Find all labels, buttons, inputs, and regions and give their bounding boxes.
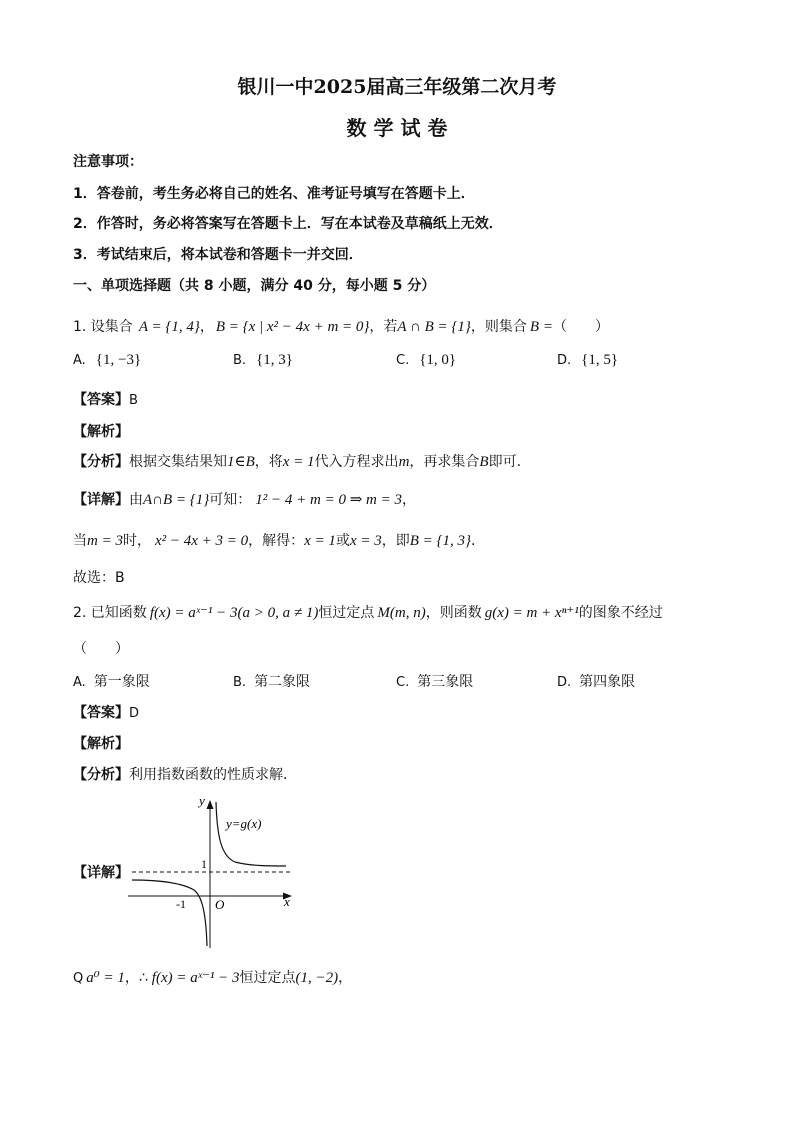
q2-fenxi <box>73 764 297 784</box>
q1-xiangjie-text-1: 由 <box>129 492 143 508</box>
q1-fenxi-text-4: ，再求集合 <box>409 454 480 470</box>
q1-option-c-label: C. <box>396 353 410 368</box>
q2-option-b-label: B. <box>233 675 247 690</box>
exam-subtitle: 数 学 试 卷 <box>346 116 448 140</box>
q1-answer-value: B <box>129 393 138 408</box>
question-2 <box>73 602 663 622</box>
q2-analysis-tag: 【解析】 <box>73 736 129 752</box>
q1-line2-math-4: x = 3 <box>349 533 382 549</box>
q1-option-a-value: {1, −3} <box>95 352 142 368</box>
q1-option-b-value: {1, 3} <box>256 352 293 368</box>
q1-line2-text-6: . <box>471 533 476 549</box>
q1-fenxi-text-3: 代入方程求出 <box>314 454 399 470</box>
q2-last-text-2: ，∴ <box>124 970 148 986</box>
q1-analysis-tag: 【解析】 <box>73 424 129 440</box>
section-heading: 一、单项选择题（共 8 小题，满分 40 分，每小题 5 分） <box>73 278 436 294</box>
q2-option-d-label: D. <box>557 675 572 690</box>
q1-fenxi-math-3: m <box>398 454 410 470</box>
q1-line2-text-1: 当 <box>73 533 87 549</box>
q1-line2-math-3: x = 1 <box>304 533 336 549</box>
q1-solution-line <box>73 530 475 550</box>
q1-fenxi-math-1: 1∈B <box>227 454 255 470</box>
q2-option-c-label: C. <box>396 675 410 690</box>
q2-last-text-3: 恒过定点 <box>239 970 296 986</box>
q1-line2-math-1: m = 3 <box>87 533 123 549</box>
q2-last-math-1: a⁰ = 1 <box>86 970 125 986</box>
q1-fenxi-math-4: B <box>479 454 489 470</box>
q2-option-b <box>233 671 310 691</box>
q2-option-a-label: A. <box>73 675 86 690</box>
curve-label: y=g(x) <box>226 816 262 831</box>
q2-option-b-value: 第二象限 <box>254 674 311 690</box>
q1-xiangjie-math-1: A∩B = {1} <box>143 492 210 508</box>
q2-last-line <box>73 967 352 987</box>
q2-option-c-value: 第三象限 <box>417 674 474 690</box>
x-axis-label: x <box>284 894 290 909</box>
q1-fenxi <box>73 451 521 471</box>
q2-paren: （ ） <box>73 641 129 657</box>
note-item-3: 3．考试结束后，将本试卷和答题卡一并交回． <box>73 247 363 263</box>
q1-option-a <box>73 352 141 369</box>
origin-label: O <box>215 897 225 912</box>
tick-label-neg1: -1 <box>176 897 186 911</box>
y-axis-label: y <box>199 793 205 808</box>
q1-conclusion: 故选：B <box>73 570 125 586</box>
q1-ask-var: B = <box>529 319 553 335</box>
notes-heading: 注意事项： <box>73 154 143 170</box>
q1-option-a-label: A. <box>73 353 86 368</box>
q1-answer-tag: 【答案】 <box>73 392 129 408</box>
q1-xiangjie <box>73 489 416 509</box>
q2-option-a <box>73 671 150 691</box>
curve-left-branch <box>132 880 207 946</box>
q2-option-a-value: 第一象限 <box>93 674 150 690</box>
q2-mid: 恒过定点 <box>318 605 375 621</box>
q2-option-d-value: 第四象限 <box>579 674 636 690</box>
q1-line2-math-2: x² − 4x + 3 = 0 <box>154 533 249 549</box>
q1-comma: ， <box>199 319 214 335</box>
q1-set-a: A = {1, 4} <box>138 319 200 335</box>
note-item-1: 1．答卷前，考生务必将自己的姓名、准考证号填写在答题卡上． <box>73 186 475 202</box>
q2-fenxi-text: 利用指数函数的性质求解． <box>129 767 297 783</box>
q1-fenxi-text-1: 根据交集结果知 <box>129 454 227 470</box>
q1-set-b: B = {x | x² − 4x + m = 0} <box>215 319 370 335</box>
q2-tail: 的图象不经过 <box>578 605 663 621</box>
q1-lead: 1. 设集合 <box>73 319 133 335</box>
q2-answer-value: D <box>129 706 140 721</box>
q1-line2-text-5: ，即 <box>381 533 410 549</box>
q2-answer <box>73 702 139 722</box>
function-graph <box>120 788 310 953</box>
exam-title: 银川一中2025届高三年级第二次月考 <box>237 76 557 98</box>
q2-last-math-2: f(x) = aˣ⁻¹ − 3 <box>151 970 240 986</box>
curve-right-branch <box>216 802 286 866</box>
q1-option-c-value: {1, 0} <box>419 352 457 368</box>
q1-option-d-label: D. <box>557 353 572 368</box>
note-item-2: 2．作答时，务必将答案写在答题卡上．写在本试卷及草稿纸上无效． <box>73 216 503 232</box>
q2-func: f(x) = aˣ⁻¹ − 3(a > 0, a ≠ 1) <box>149 605 319 621</box>
q1-line2-text-4: 或 <box>335 533 350 549</box>
q1-line2-text-3: ，解得： <box>248 533 305 549</box>
q1-xiangjie-tag: 【详解】 <box>73 492 129 508</box>
q1-paren: （ ） <box>552 319 609 335</box>
y-axis-arrow <box>207 800 214 809</box>
question-1 <box>73 316 609 336</box>
q1-option-b <box>233 352 293 369</box>
q1-fenxi-text-2: ，将 <box>254 454 283 470</box>
q2-option-c <box>396 671 473 691</box>
q1-cond: A ∩ B = {1} <box>397 319 471 335</box>
q2-fenxi-tag: 【分析】 <box>73 767 129 783</box>
q1-line2-text-2: 时， <box>122 533 151 549</box>
q1-option-c <box>396 352 456 369</box>
q2-mid2: ，则函数 <box>425 605 482 621</box>
q1-option-d-value: {1, 5} <box>581 352 619 368</box>
q1-fenxi-tag: 【分析】 <box>73 454 129 470</box>
q2-gfunc: g(x) = m + xⁿ⁺¹ <box>484 605 579 621</box>
q1-option-d <box>557 352 618 369</box>
q2-point: M(m, n) <box>377 605 426 621</box>
q1-option-b-label: B. <box>233 353 247 368</box>
q1-ask: ，则集合 <box>470 319 527 335</box>
q2-answer-tag: 【答案】 <box>73 705 129 721</box>
q1-xiangjie-math-2: 1² − 4 + m = 0 ⇒ m = 3 <box>255 492 402 508</box>
q2-last-text-1: Q <box>73 971 84 986</box>
q1-xiangjie-text-3: ， <box>402 492 416 508</box>
q2-lead: 2. 已知函数 <box>73 605 147 621</box>
q1-fenxi-math-2: x = 1 <box>282 454 315 470</box>
q2-xiangjie-tag: 【详解】 <box>73 865 129 881</box>
q2-option-d <box>557 671 635 691</box>
q2-last-text-4: ， <box>338 970 353 986</box>
q1-line2-math-5: B = {1, 3} <box>409 533 472 549</box>
q1-fenxi-text-5: 即可. <box>488 454 522 470</box>
q1-answer <box>73 389 138 409</box>
q2-last-math-3: (1, −2) <box>295 970 339 986</box>
q1-xiangjie-text-2: 可知： <box>209 492 252 508</box>
tick-label-1: 1 <box>201 857 207 871</box>
q1-cond-pre: ，若 <box>369 319 398 335</box>
